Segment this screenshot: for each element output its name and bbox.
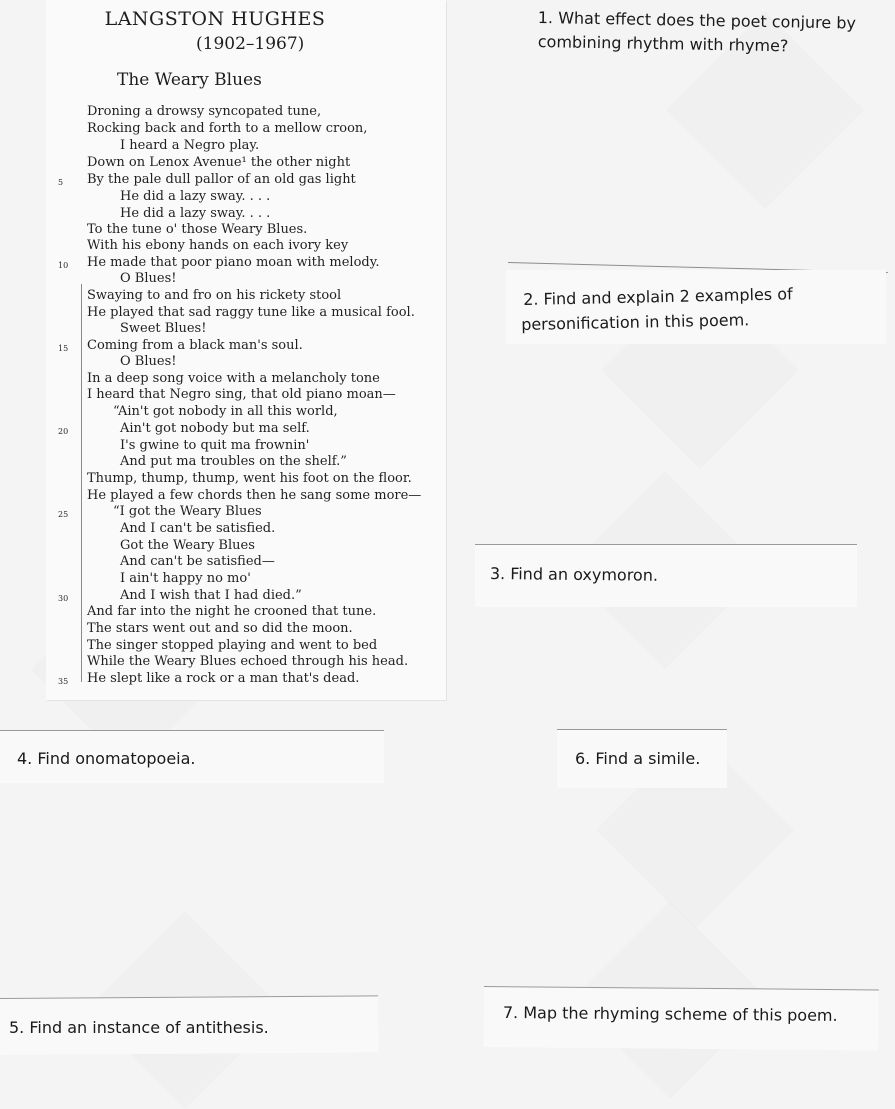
- poem-line: He played that sad raggy tune like a musical fool.: [87, 305, 415, 320]
- question-7: 7. Map the rhyming scheme of this poem.: [502, 1003, 838, 1025]
- poem-line: To the tune o' those Weary Blues.: [87, 222, 308, 237]
- question-3: 3. Find an oxymoron.: [489, 564, 659, 585]
- poet-dates: (1902–1967): [196, 34, 305, 54]
- poem-line: He made that poor piano moan with melody.: [87, 255, 380, 270]
- poem-line: He played a few chords then he sang some more—: [87, 488, 422, 503]
- poem-line: I's gwine to quit ma frownin': [120, 438, 310, 453]
- poem-line: Down on Lenox Avenue¹ the other night: [87, 155, 351, 170]
- question-2-line-1: 2. Find and explain 2 examples of: [523, 284, 793, 309]
- poem-line: And put ma troubles on the shelf.”: [120, 454, 347, 469]
- line-number: 25: [58, 510, 69, 519]
- poem-line: Sweet Blues!: [120, 321, 207, 336]
- question-1-line-1: 1. What effect does the poet conjure by: [537, 8, 857, 33]
- line-number: 15: [58, 344, 69, 353]
- poem-line: I ain't happy no mo': [120, 571, 251, 586]
- poem-line: He did a lazy sway. . . .: [120, 189, 271, 204]
- poem-line: I heard a Negro play.: [120, 138, 260, 153]
- question-2-line-2: personification in this poem.: [521, 310, 750, 334]
- poem-line: Rocking back and forth to a mellow croon,: [87, 121, 368, 136]
- line-number: 30: [58, 594, 69, 603]
- poem-title: The Weary Blues: [117, 70, 262, 90]
- poem-line: And I can't be satisfied.: [120, 521, 276, 536]
- poem-line: The stars went out and so did the moon.: [87, 621, 353, 636]
- poem-line: Ain't got nobody but ma self.: [120, 421, 310, 436]
- poem-line: While the Weary Blues echoed through his head.: [87, 654, 409, 669]
- question-4: 4. Find onomatopoeia.: [17, 749, 196, 768]
- line-number: 5: [58, 178, 64, 187]
- line-number: 10: [58, 261, 69, 270]
- poem-line: “I got the Weary Blues: [113, 504, 262, 519]
- line-number: 20: [58, 427, 69, 436]
- poem-margin-rule: [81, 284, 82, 682]
- poem-line: He did a lazy sway. . . .: [120, 206, 271, 221]
- poem-line: With his ebony hands on each ivory key: [87, 238, 349, 253]
- poem-line: O Blues!: [120, 271, 177, 286]
- poem-line: The singer stopped playing and went to bed: [87, 638, 378, 653]
- poem-line: In a deep song voice with a melancholy tone: [87, 371, 380, 386]
- question-6: 6. Find a simile.: [575, 749, 701, 768]
- line-number: 35: [58, 677, 69, 686]
- poet-name: LANGSTON HUGHES: [104, 8, 326, 30]
- poem-line: And can't be satisfied—: [120, 554, 275, 569]
- poem-line: Thump, thump, thump, went his foot on the floor.: [87, 471, 412, 486]
- poem-line: “Ain't got nobody in all this world,: [113, 404, 338, 419]
- poem-line: Got the Weary Blues: [120, 538, 255, 553]
- poem-line: Swaying to and fro on his rickety stool: [87, 288, 342, 303]
- poem-line: Droning a drowsy syncopated tune,: [87, 104, 322, 119]
- poem-line: I heard that Negro sing, that old piano moan—: [87, 387, 396, 402]
- question-1-line-2: combining rhythm with rhyme?: [537, 32, 789, 56]
- poem-line: And I wish that I had died.”: [120, 588, 302, 603]
- poem-line: Coming from a black man's soul.: [87, 338, 303, 353]
- poem-line: By the pale dull pallor of an old gas light: [87, 172, 356, 187]
- question-5: 5. Find an instance of antithesis.: [9, 1018, 269, 1037]
- poem-line: And far into the night he crooned that tune.: [87, 604, 377, 619]
- poem-line: O Blues!: [120, 354, 177, 369]
- poem-line: He slept like a rock or a man that's dead.: [87, 671, 360, 686]
